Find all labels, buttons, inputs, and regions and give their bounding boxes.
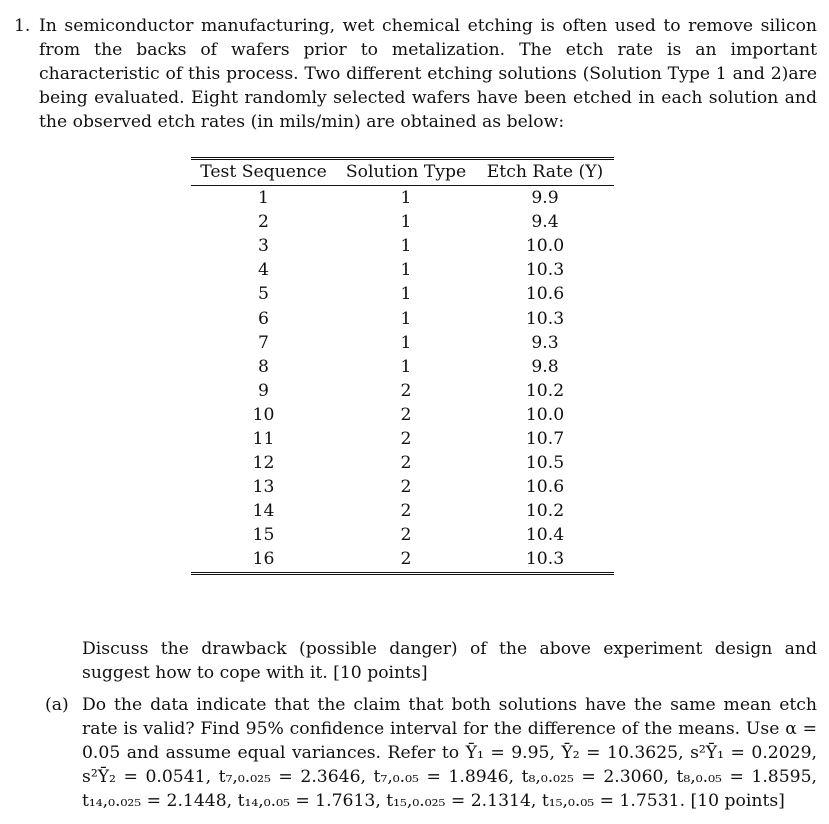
- cell-solution-type: 2: [400, 501, 412, 522]
- cell-etch-rate: 9.9: [531, 188, 559, 209]
- table-row: [191, 234, 614, 258]
- table-row: [191, 403, 614, 427]
- cell-solution-type: 2: [336, 547, 476, 573]
- cell-etch-rate: 9.8: [531, 356, 559, 377]
- cell-etch-rate: 10.7: [525, 428, 565, 449]
- discussion-question: Discuss the drawback (possible danger) of the above experiment design and suggest how to cope with it. [10 points]: [82, 639, 817, 683]
- cell-test-sequence: 15: [252, 525, 275, 546]
- part-a-text: Do the data indicate that the claim that both solutions have the same mean etch rate is valid? Find 95% confidence interval for the difference of the means. Use α = 0.05 and assume equal variances. Refer to Ȳ₁ = 9.95, Ȳ₂ = 10.3625, s²Ȳ₁ = 0.2029, s²Ȳ₂ = 0.0541, t₇,₀.₀₂₅ = 2.3646, t₇,₀.₀₅ = 1.8946, t₈,₀.₀₂₅ = 2.3060, t₈,₀.₀₅ = 1.8595, t₁₄,₀.₀₂₅ = 2.1448, t₁₄,₀.₀₅ = 1.7613, t₁₅,₀.₀₂₅ = 2.1314, t₁₅,₀.₀₅ = 1.7531. [10 points]: [82, 695, 817, 811]
- part-a-label: (a): [45, 695, 69, 715]
- cell-solution-type: 1: [400, 236, 412, 257]
- cell-test-sequence: 13: [252, 477, 275, 498]
- problem-number: 1.: [14, 16, 31, 36]
- cell-etch-rate: 10.0: [525, 236, 565, 257]
- cell-test-sequence: 11: [252, 428, 275, 449]
- etch-rate-table: [191, 157, 614, 575]
- table-row: [191, 547, 614, 573]
- cell-test-sequence: 1: [258, 188, 269, 209]
- cell-etch-rate: 9.3: [531, 332, 559, 353]
- cell-test-sequence: 14: [252, 501, 275, 522]
- cell-solution-type: 1: [400, 212, 412, 233]
- table-row: [191, 499, 614, 523]
- cell-etch-rate: 10.3: [476, 547, 614, 573]
- cell-test-sequence: 6: [258, 308, 269, 329]
- cell-test-sequence: 7: [258, 332, 269, 353]
- column-header-test-sequence: Test Sequence: [191, 159, 336, 186]
- cell-solution-type: 2: [400, 525, 412, 546]
- cell-etch-rate: 10.0: [525, 404, 565, 425]
- cell-etch-rate: 10.6: [525, 284, 565, 305]
- table-row: [191, 331, 614, 355]
- table-row: [191, 451, 614, 475]
- table-row: [191, 523, 614, 547]
- column-header-etch-rate: Etch Rate (Y): [476, 159, 614, 186]
- table-row: [191, 355, 614, 379]
- cell-solution-type: 2: [400, 453, 412, 474]
- cell-solution-type: 2: [400, 404, 412, 425]
- cell-test-sequence: 16: [191, 547, 336, 573]
- cell-test-sequence: 10: [252, 404, 275, 425]
- cell-test-sequence: 4: [258, 260, 269, 281]
- cell-etch-rate: 10.6: [525, 477, 565, 498]
- cell-test-sequence: 8: [258, 356, 269, 377]
- cell-solution-type: 2: [400, 380, 412, 401]
- table-row: [191, 282, 614, 306]
- cell-etch-rate: 10.3: [525, 260, 565, 281]
- table-row: [191, 258, 614, 282]
- table-row: [191, 427, 614, 451]
- table-body: [191, 186, 614, 574]
- table-row: [191, 186, 614, 211]
- cell-etch-rate: 10.5: [525, 453, 565, 474]
- cell-test-sequence: 3: [258, 236, 269, 257]
- cell-etch-rate: 10.3: [525, 308, 565, 329]
- cell-solution-type: 1: [400, 260, 412, 281]
- cell-solution-type: 1: [400, 188, 412, 209]
- table-row: [191, 210, 614, 234]
- table-header-row: [191, 159, 614, 186]
- problem-statement: [14, 14, 817, 134]
- cell-test-sequence: 5: [258, 284, 269, 305]
- table-row: [191, 475, 614, 499]
- cell-test-sequence: 12: [252, 453, 275, 474]
- cell-solution-type: 1: [400, 284, 412, 305]
- cell-etch-rate: 10.4: [525, 525, 565, 546]
- cell-etch-rate: 10.2: [525, 380, 565, 401]
- cell-solution-type: 1: [400, 308, 412, 329]
- part-a-question: [45, 693, 817, 813]
- cell-test-sequence: 2: [258, 212, 269, 233]
- cell-solution-type: 1: [400, 332, 412, 353]
- cell-solution-type: 1: [400, 356, 412, 377]
- cell-etch-rate: 10.2: [525, 501, 565, 522]
- column-header-solution-type: Solution Type: [336, 159, 476, 186]
- cell-etch-rate: 9.4: [531, 212, 559, 233]
- table-row: [191, 379, 614, 403]
- cell-test-sequence: 9: [258, 380, 269, 401]
- cell-solution-type: 2: [400, 477, 412, 498]
- table-row: [191, 306, 614, 330]
- cell-solution-type: 2: [400, 428, 412, 449]
- problem-intro: In semiconductor manufacturing, wet chemical etching is often used to remove silicon from the backs of wafers prior to metalization. The etch rate is an important characteristic of this process. Two different etching solutions (Solution Type 1 and 2)are being evaluated. Eight randomly selected wafers have been etched in each solution and the observed etch rates (in mils/min) are obtained as below:: [39, 16, 817, 132]
